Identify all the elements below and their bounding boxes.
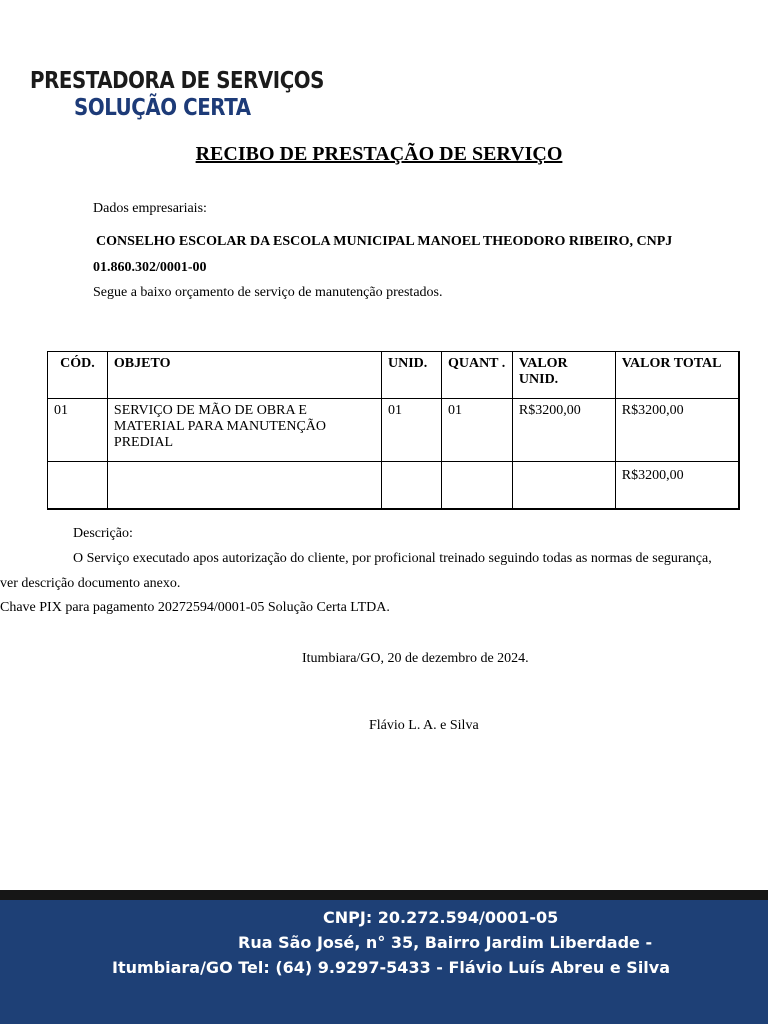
header-unid: UNID. bbox=[382, 352, 442, 399]
empty-cell bbox=[512, 462, 615, 510]
items-table bbox=[47, 351, 740, 510]
logo-line-1: PRESTADORA DE SERVIÇOS bbox=[30, 68, 325, 94]
cell-unid: 01 bbox=[382, 399, 442, 462]
company-logo bbox=[30, 70, 372, 120]
header-valor-unid: VALOR UNID. bbox=[512, 352, 615, 399]
document-title: RECIBO DE PRESTAÇÃO DE SERVIÇO bbox=[195, 143, 563, 165]
empty-cell bbox=[107, 462, 381, 510]
client-name: CONSELHO ESCOLAR DA ESCOLA MUNICIPAL MANOEL THEODORO RIBEIRO, CNPJ bbox=[96, 234, 673, 249]
cell-objeto: SERVIÇO DE MÃO DE OBRA E MATERIAL PARA MANUTENÇÃO PREDIAL bbox=[107, 399, 381, 462]
client-cnpj: 01.860.302/0001-00 bbox=[93, 260, 207, 275]
footer bbox=[0, 900, 768, 1024]
description-label: Descrição: bbox=[73, 526, 133, 541]
logo-line-2: SOLUÇÃO CERTA bbox=[74, 95, 251, 121]
empty-cell bbox=[441, 462, 512, 510]
footer-cnpj: CNPJ: 20.272.594/0001-05 bbox=[323, 908, 559, 927]
header-valor-total: VALOR TOTAL bbox=[615, 352, 739, 399]
empty-cell bbox=[48, 462, 108, 510]
cell-valor-total: R$3200,00 bbox=[615, 399, 739, 462]
intro-text: Segue a baixo orçamento de serviço de manutenção prestados. bbox=[93, 285, 443, 300]
cell-cod: 01 bbox=[48, 399, 108, 462]
header-objeto: OBJETO bbox=[107, 352, 381, 399]
table-row bbox=[48, 399, 740, 462]
footer-address: Rua São José, n° 35, Bairro Jardim Liberdade - bbox=[238, 933, 653, 952]
signature: Flávio L. A. e Silva bbox=[369, 718, 479, 733]
cell-quant: 01 bbox=[441, 399, 512, 462]
cell-valor-unid: R$3200,00 bbox=[512, 399, 615, 462]
table-total-row bbox=[48, 462, 740, 510]
header-quant: QUANT . bbox=[441, 352, 512, 399]
pix-key: Chave PIX para pagamento 20272594/0001-05 Solução Certa LTDA. bbox=[0, 600, 390, 615]
empty-cell bbox=[382, 462, 442, 510]
description-text-1: O Serviço executado apos autorização do cliente, por proficional treinado seguindo todas as normas de segurança, bbox=[73, 551, 712, 566]
description-text-2: ver descrição documento anexo. bbox=[0, 576, 181, 591]
header-cod: CÓD. bbox=[48, 352, 108, 399]
table-header-row bbox=[48, 352, 740, 399]
cell-total: R$3200,00 bbox=[615, 462, 739, 510]
footer-contact: Itumbiara/GO Tel: (64) 9.9297-5433 - Flávio Luís Abreu e Silva bbox=[112, 958, 671, 977]
place-date: Itumbiara/GO, 20 de dezembro de 2024. bbox=[302, 651, 529, 666]
company-data-label: Dados empresariais: bbox=[93, 201, 207, 216]
footer-divider bbox=[0, 890, 768, 900]
